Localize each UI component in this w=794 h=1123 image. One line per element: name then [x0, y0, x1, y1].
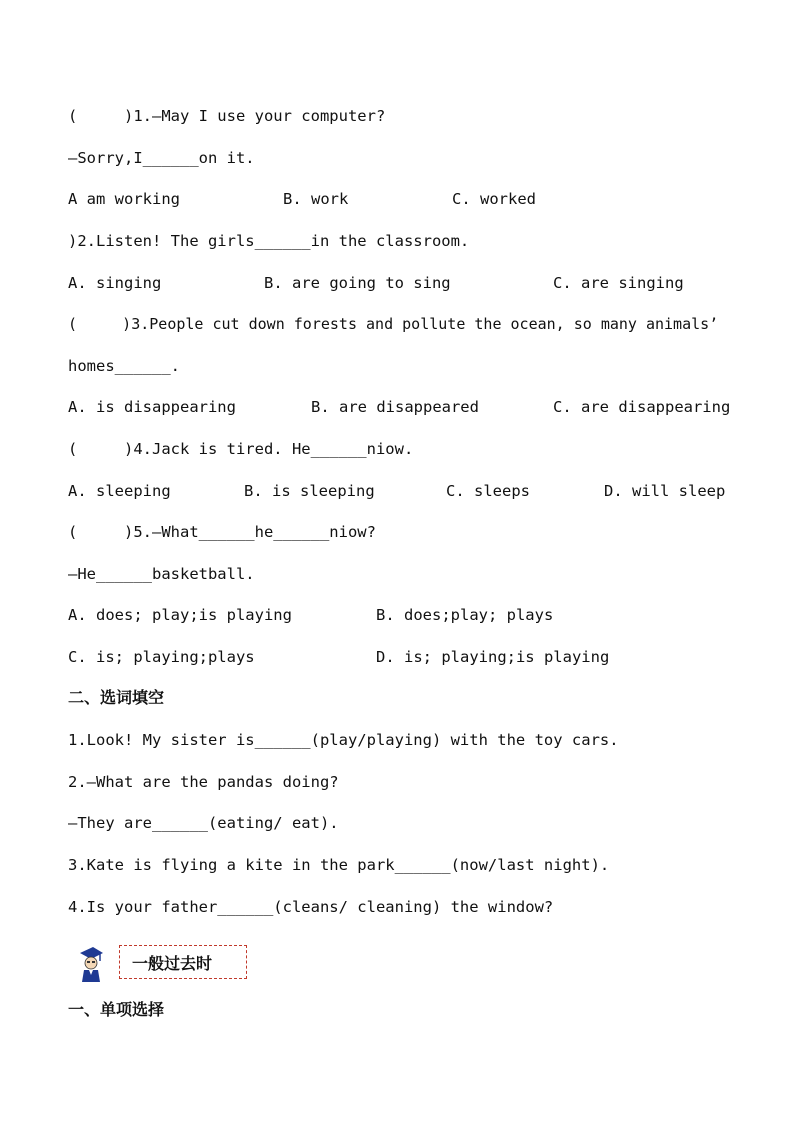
question-1-stem: ( )1.—May I use your computer?	[68, 107, 386, 125]
q1-option-b: B. work	[283, 190, 349, 208]
q3-option-a: A. is disappearing	[68, 398, 236, 416]
q5-option-d: D. is; playing;is playing	[376, 648, 610, 666]
question-5-reply: —He______basketball.	[68, 565, 255, 583]
fill-item-3: 3.Kate is flying a kite in the park______(now/last night).	[68, 856, 610, 874]
q5-option-b: B. does;play; plays	[376, 606, 554, 624]
q5-option-a: A. does; play;is playing	[68, 606, 292, 624]
q4-option-a: A. sleeping	[68, 482, 171, 500]
tense-topic-label: 一般过去时	[132, 953, 213, 973]
question-2-stem: )2.Listen! The girls______in the classroom.	[68, 232, 470, 250]
q4-option-b: B. is sleeping	[244, 482, 375, 500]
q2-option-a: A. singing	[68, 274, 162, 292]
q1-option-a: A am working	[68, 190, 180, 208]
tense-topic-box	[119, 945, 247, 979]
q3-option-b: B. are disappeared	[311, 398, 479, 416]
fill-item-1: 1.Look! My sister is______(play/playing) with the toy cars.	[68, 731, 619, 749]
section-1-heading: 一、单项选择	[68, 1000, 165, 1019]
question-1-reply: —Sorry,I______on it.	[68, 149, 255, 167]
question-5-stem: ( )5.—What______he______niow?	[68, 523, 376, 541]
fill-item-4: 4.Is your father______(cleans/ cleaning) the window?	[68, 898, 554, 916]
q1-option-c: C. worked	[452, 190, 536, 208]
question-3-stem: ( )3.People cut down forests and pollute the ocean, so many animals’	[68, 315, 719, 333]
q4-option-c: C. sleeps	[446, 482, 530, 500]
q2-option-c: C. are singing	[553, 274, 684, 292]
q4-option-d: D. will sleep	[604, 482, 726, 500]
q3-option-c: C. are disappearing	[553, 398, 731, 416]
q2-option-b: B. are going to sing	[264, 274, 451, 292]
teacher-figure-icon	[78, 944, 104, 982]
fill-item-2: 2.—What are the pandas doing?	[68, 773, 339, 791]
q5-option-c: C. is; playing;plays	[68, 648, 255, 666]
fill-item-2-answer: —They are______(eating/ eat).	[68, 814, 339, 832]
question-3-continuation: homes______.	[68, 357, 180, 375]
section-2-heading: 二、选词填空	[68, 688, 165, 707]
question-4-stem: ( )4.Jack is tired. He______niow.	[68, 440, 414, 458]
